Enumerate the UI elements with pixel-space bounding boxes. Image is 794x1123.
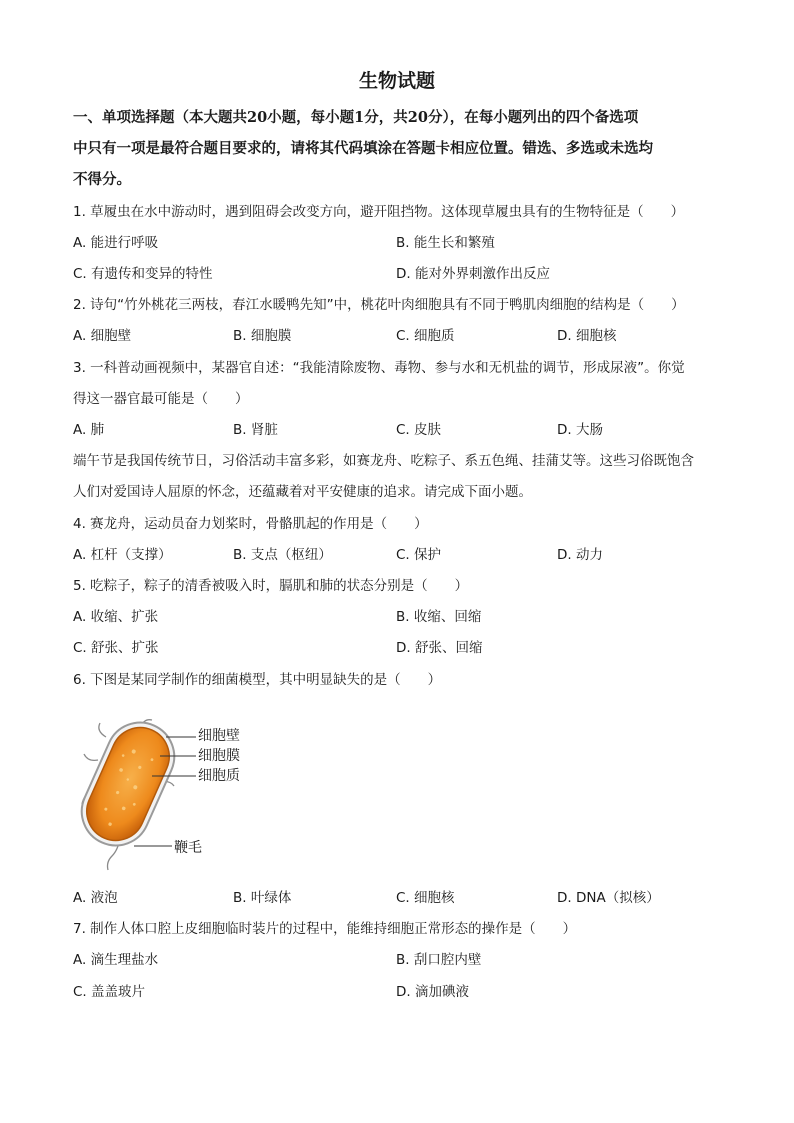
label-cell-wall: 细胞壁 (198, 728, 240, 744)
question-5-stem: 5. 吃粽子，粽子的清香被吸入时，膈肌和肺的状态分别是（ ） (73, 578, 469, 594)
label-cell-membrane: 细胞膜 (198, 748, 240, 764)
question-3-stem-line-1: 3. 一科普动画视频中，某器官自述：“我能清除废物、毒物、参与水和无机盐的调节，形成尿液”。你觉 (73, 360, 685, 376)
question-4-option-c[interactable]: C. 保护 (396, 547, 442, 563)
question-7-stem: 7. 制作人体口腔上皮细胞临时装片的过程中，能维持细胞正常形态的操作是（ ） (73, 921, 577, 937)
question-3-option-b[interactable]: B. 肾脏 (233, 422, 278, 438)
question-3-option-c[interactable]: C. 皮肤 (396, 422, 442, 438)
section-line-2: 中只有一项是最符合题目要求的，请将其代码填涂在答题卡相应位置。错选、多选或未选均 (73, 140, 653, 157)
question-6-stem: 6. 下图是某同学制作的细菌模型，其中明显缺失的是（ ） (73, 672, 442, 688)
question-3-stem-line-2: 得这一器官最可能是（ ） (73, 391, 249, 407)
section-line-3: 不得分。 (73, 171, 131, 188)
section-line-1: 一、单项选择题（本大题共20小题，每小题1分，共20分），在每小题列出的四个备选项 (73, 109, 639, 126)
page-title: 生物试题 (358, 70, 435, 92)
question-7-option-b[interactable]: B. 刮口腔内壁 (396, 952, 482, 968)
question-4-option-d[interactable]: D. 动力 (557, 547, 603, 563)
question-5-option-d[interactable]: D. 舒张、回缩 (396, 640, 483, 656)
question-7-option-d[interactable]: D. 滴加碘液 (396, 984, 469, 1000)
question-3-option-a[interactable]: A. 肺 (73, 422, 105, 438)
question-6-option-c[interactable]: C. 细胞核 (396, 890, 455, 906)
question-5-option-a[interactable]: A. 收缩、扩张 (73, 609, 159, 625)
question-2-option-c[interactable]: C. 细胞质 (396, 328, 455, 344)
section-instructions (73, 102, 725, 195)
label-flagellum: 鞭毛 (174, 840, 202, 856)
question-2-option-a[interactable]: A. 细胞壁 (73, 328, 132, 344)
question-7-option-c[interactable]: C. 盖盖玻片 (73, 984, 146, 1000)
question-5-option-c[interactable]: C. 舒张、扩张 (73, 640, 159, 656)
passage-line-1: 端午节是我国传统节日，习俗活动丰富多彩，如赛龙舟、吃粽子、系五色绳、挂蒲艾等。这些习俗既饱含 (73, 453, 694, 469)
label-cytoplasm: 细胞质 (198, 768, 240, 784)
question-4-option-b[interactable]: B. 支点（枢纽） (233, 547, 332, 563)
question-1-option-c[interactable]: C. 有遗传和变异的特性 (73, 266, 213, 282)
question-2-stem: 2. 诗句“竹外桃花三两枝，春江水暖鸭先知”中，桃花叶肉细胞具有不同于鸭肌肉细胞的结构是（ ） (73, 297, 685, 313)
question-1-option-a[interactable]: A. 能进行呼吸 (73, 235, 159, 251)
question-1-option-b[interactable]: B. 能生长和繁殖 (396, 235, 495, 251)
question-4-stem: 4. 赛龙舟，运动员奋力划桨时，骨骼肌起的作用是（ ） (73, 516, 428, 532)
question-2-option-b[interactable]: B. 细胞膜 (233, 328, 292, 344)
question-6-option-a[interactable]: A. 液泡 (73, 890, 118, 906)
question-3-option-d[interactable]: D. 大肠 (557, 422, 603, 438)
question-1-option-d[interactable]: D. 能对外界刺激作出反应 (396, 266, 550, 282)
question-1-stem: 1. 草履虫在水中游动时，遇到阻碍会改变方向，避开阻挡物。这体现草履虫具有的生物特征是（ ） (73, 204, 685, 220)
question-2-option-d[interactable]: D. 细胞核 (557, 328, 617, 344)
bacterium-model-figure (80, 712, 280, 877)
question-4-option-a[interactable]: A. 杠杆（支撑） (73, 547, 172, 563)
passage-line-2: 人们对爱国诗人屈原的怀念，还蕴藏着对平安健康的追求。请完成下面小题。 (73, 484, 532, 500)
question-6-option-d[interactable]: D. DNA（拟核） (557, 890, 660, 906)
question-5-option-b[interactable]: B. 收缩、回缩 (396, 609, 482, 625)
question-7-option-a[interactable]: A. 滴生理盐水 (73, 952, 159, 968)
question-6-option-b[interactable]: B. 叶绿体 (233, 890, 292, 906)
